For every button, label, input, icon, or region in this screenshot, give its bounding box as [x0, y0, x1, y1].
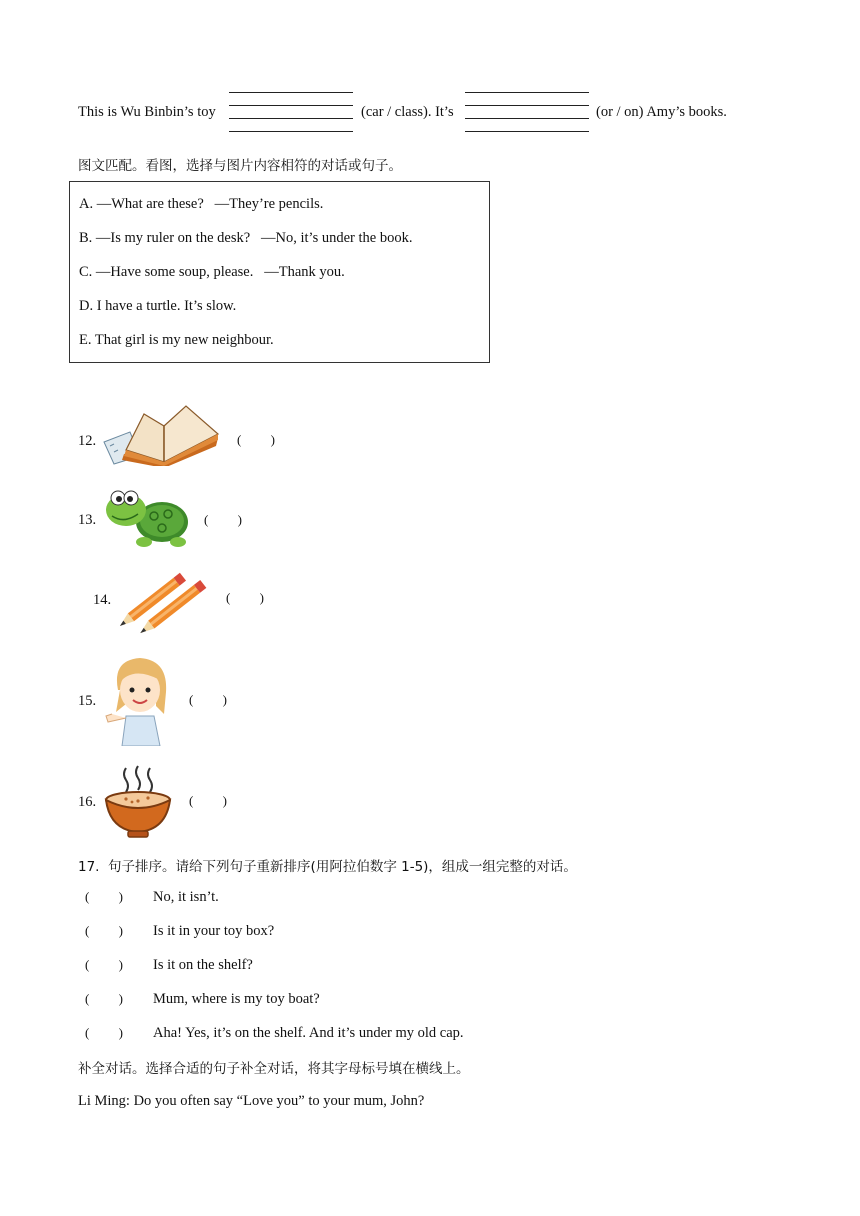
option-b: B. —Is my ruler on the desk? —No, it’s under the book.	[79, 230, 413, 246]
dialogue-line-1: Li Ming: Do you often say “Love you” to your mum, John?	[78, 1093, 425, 1109]
item-number-15: 15.	[78, 693, 97, 709]
order-paren-1[interactable]: ( )	[85, 889, 123, 904]
answer-blank-1[interactable]	[229, 90, 353, 134]
option-d: D. I have a turtle. It’s slow.	[79, 298, 237, 314]
order-paren-5[interactable]: ( )	[85, 1025, 123, 1040]
answer-paren-16[interactable]: ( )	[189, 793, 227, 808]
option-a: A. —What are these? —They’re pencils.	[79, 196, 324, 212]
order-paren-3[interactable]: ( )	[85, 957, 123, 972]
turtle-icon	[104, 486, 190, 552]
book-ruler-icon	[100, 404, 222, 466]
answer-paren-13[interactable]: ( )	[204, 512, 242, 527]
answer-paren-15[interactable]: ( )	[189, 692, 227, 707]
soup-bowl-icon	[104, 764, 172, 840]
order-sentence-4: Mum, where is my toy boat?	[153, 991, 320, 1007]
fill-sentence-option1: (car / class). It’s	[361, 104, 454, 120]
matching-instruction: 图文匹配。看图，选择与图片内容相符的对话或句子。	[78, 158, 402, 174]
dialogue-instruction: 补全对话。选择合适的句子补全对话，将其字母标号填在横线上。	[78, 1061, 470, 1077]
order-paren-4[interactable]: ( )	[85, 991, 123, 1006]
item-number-14: 14.	[93, 592, 112, 608]
girl-icon	[104, 656, 174, 746]
option-e: E. That girl is my new neighbour.	[79, 332, 274, 348]
order-paren-2[interactable]: ( )	[85, 923, 123, 938]
order-sentence-3: Is it on the shelf?	[153, 957, 253, 973]
item-number-16: 16.	[78, 794, 97, 810]
order-sentence-2: Is it in your toy box?	[153, 923, 275, 939]
item-number-13: 13.	[78, 512, 97, 528]
item-number-12: 12.	[78, 433, 97, 449]
pencils-icon	[118, 564, 212, 634]
option-c: C. —Have some soup, please. —Thank you.	[79, 264, 345, 280]
answer-paren-14[interactable]: ( )	[226, 590, 264, 605]
ordering-instruction: 17. 句子排序。请给下列句子重新排序(用阿拉伯数字 1-5)，组成一组完整的对话。	[78, 859, 577, 875]
options-box	[69, 181, 490, 363]
order-sentence-5: Aha! Yes, it’s on the shelf. And it’s under my old cap.	[153, 1025, 464, 1041]
answer-blank-2[interactable]	[465, 90, 589, 134]
order-sentence-1: No, it isn’t.	[153, 889, 219, 905]
answer-paren-12[interactable]: ( )	[237, 432, 275, 447]
fill-sentence-option2: (or / on) Amy’s books.	[596, 104, 727, 120]
fill-sentence-part1: This is Wu Binbin’s toy	[78, 104, 216, 120]
